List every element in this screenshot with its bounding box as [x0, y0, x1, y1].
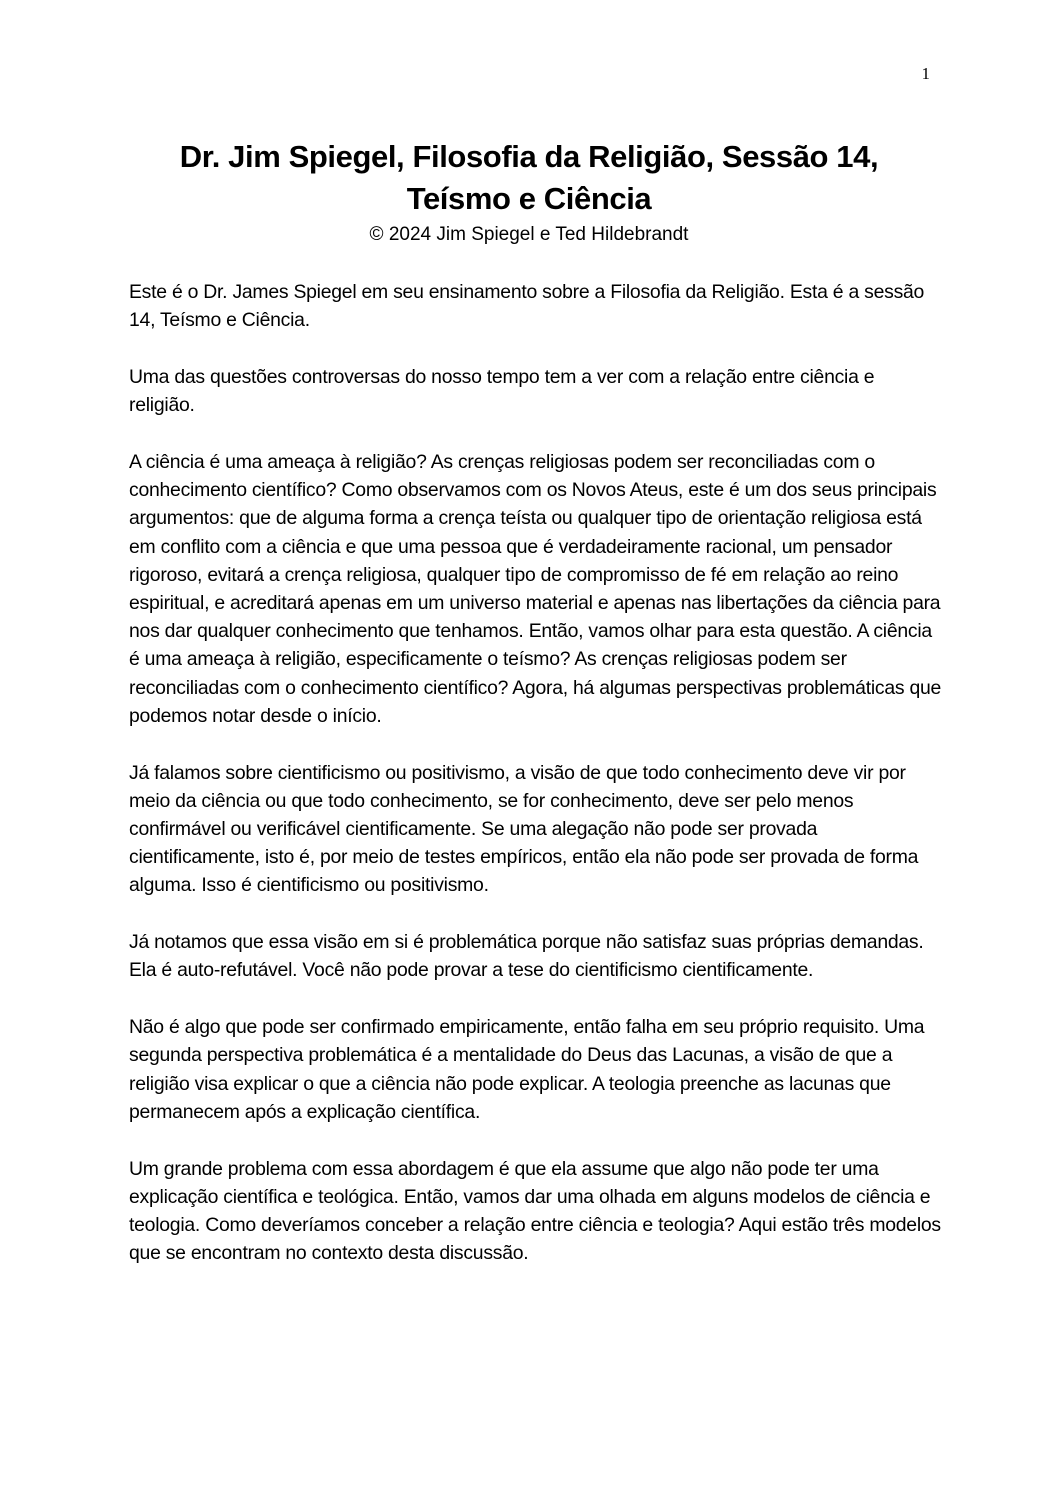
page-number: 1 — [921, 64, 930, 83]
title-line-1: Dr. Jim Spiegel, Filosofia da Religião, Sessão 14, — [179, 139, 879, 174]
paragraph-5: Já notamos que essa visão em si é problemática porque não satisfaz suas próprias demandas. Ela é auto-refutável. Você não pode provar a tese do cientificismo cientificamente. — [129, 931, 924, 982]
paragraph-6: Não é algo que pode ser confirmado empiricamente, então falha em seu próprio requisito. Uma segunda perspectiva problemática é a mentalidade do Deus das Lacunas, a visão de que a religião visa explicar o que a ciência não pode explicar. A teologia preenche as lacunas que permanecem após a explicação científica. — [129, 1016, 925, 1123]
copyright-notice: © 2024 Jim Spiegel e Ted Hildebrandt — [369, 224, 689, 245]
document-title — [120, 136, 938, 220]
paragraph-4: Já falamos sobre cientificismo ou positivismo, a visão de que todo conhecimento deve vir por meio da ciência ou que todo conhecimento, se for conhecimento, deve ser pelo menos confirmável ou verificável cientificamente. Se uma alegação não pode ser provada cientificamente, isto é, por meio de testes empíricos, então ela não pode ser provada de forma alguma. Isso é cientificismo ou positivismo. — [129, 761, 919, 897]
paragraph-3: A ciência é uma ameaça à religião? As crenças religiosas podem ser reconciliadas com o conhecimento científico? Como observamos com os Novos Ateus, este é um dos seus principais argumentos: que de alguma forma a crença teísta ou qualquer tipo de orientação religiosa está em conflito com a ciência e que uma pessoa que é verdadeiramente racional, um pensador rigoroso, evitará a crença religiosa, qualquer tipo de compromisso de fé em relação ao reino espiritual, e acreditará apenas em um universo material e apenas nas libertações da ciência para nos dar qualquer conhecimento que tenhamos. Então, vamos olhar para esta questão. A ciência é uma ameaça à religião, especificamente o teísmo? As crenças religiosas podem ser reconciliadas com o conhecimento científico? Agora, há algumas perspectivas problemáticas que podemos notar desde o início. — [129, 451, 942, 727]
title-line-2: Teísmo e Ciência — [406, 181, 652, 216]
paragraph-1: Este é o Dr. James Spiegel em seu ensinamento sobre a Filosofia da Religião. Esta é a sessão 14, Teísmo e Ciência. — [129, 281, 925, 332]
document-body — [129, 278, 944, 1296]
paragraph-7: Um grande problema com essa abordagem é que ela assume que algo não pode ter uma explicação científica e teológica. Então, vamos dar uma olhada em alguns modelos de ciência e teologia. Como deveríamos conceber a relação entre ciência e teologia? Aqui estão três modelos que se encontram no contexto desta discussão. — [129, 1157, 941, 1265]
paragraph-2: Uma das questões controversas do nosso tempo tem a ver com a relação entre ciência e religião. — [129, 366, 875, 417]
